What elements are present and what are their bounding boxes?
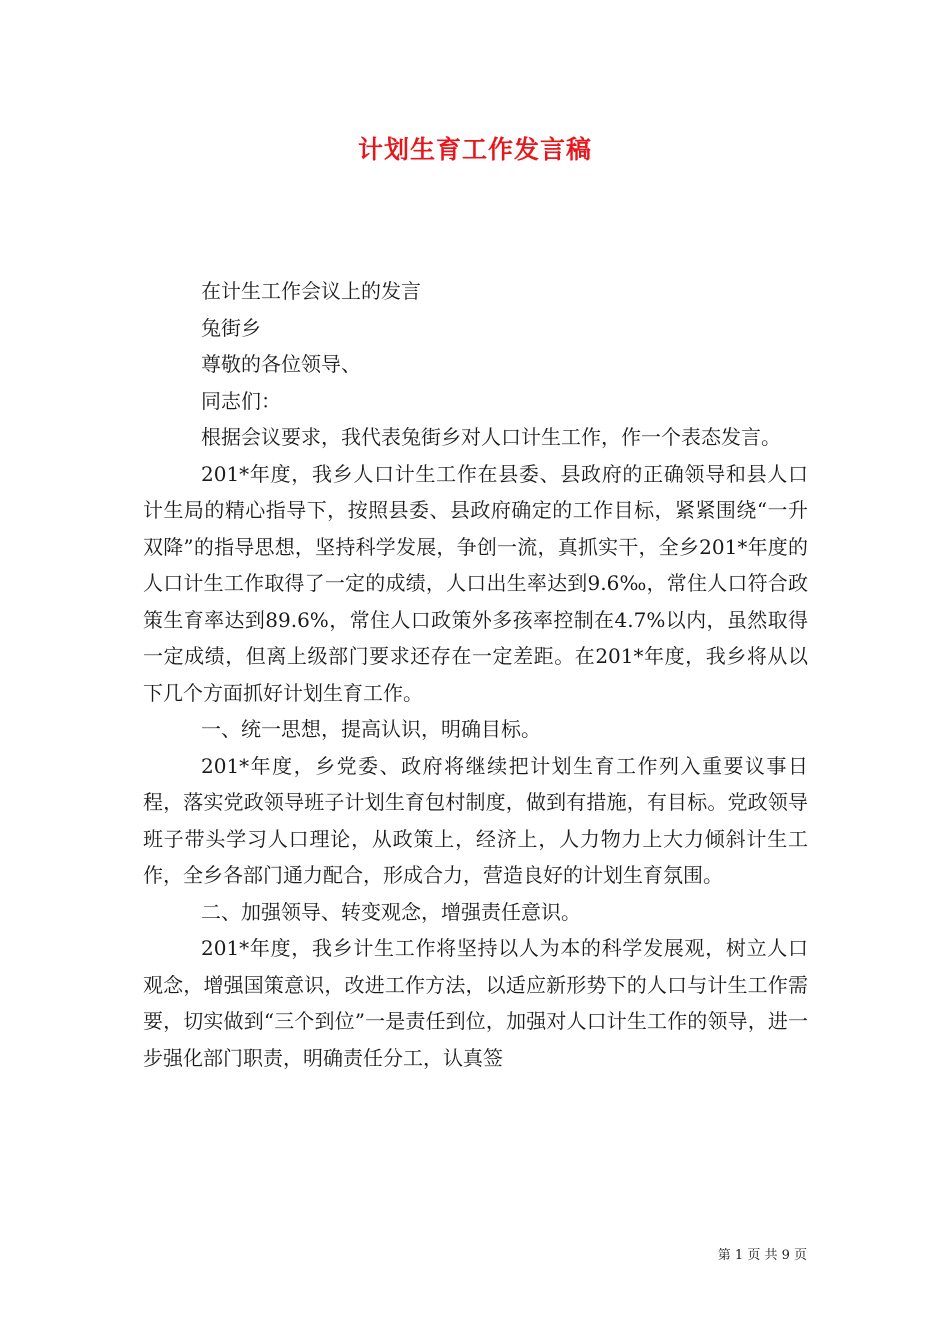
document-body bbox=[143, 273, 808, 1076]
document-title: 计划生育工作发言稿 bbox=[357, 135, 592, 164]
paragraph-section-2: 201*年度，我乡计生工作将坚持以人为本的科学发展观，树立人口观念，增强国策意识，改进工作方法，以适应新形势下的人口与计生工作需要，切实做到“三个到位”一是责任到位，加强对人口计生工作的领导，进一步强化部门职责，明确责任分工，认真签 bbox=[143, 936, 808, 1070]
section-heading-1: 一、统一思想，提高认识，明确目标。 bbox=[201, 717, 541, 741]
paragraph-annual-review: 201*年度，我乡人口计生工作在县委、县政府的正确领导和县人口计生局的精心指导下，按照县委、县政府确定的工作目标，紧紧围绕“一升双降”的指导思想，坚持科学发展，争创一流，真抓实干，全乡201*年度的人口计生工作取得了一定的成绩，人口出生率达到9.6‰，常住人口符合政策生育率达到89.6%，常住人口政策外多孩率控制在4.7%以内，虽然取得一定成绩，但离上级部门要求还存在一定差距。在201*年度，我乡将从以下几个方面抓好计划生育工作。 bbox=[143, 461, 808, 705]
paragraph-section-1: 201*年度，乡党委、政府将继续把计划生育工作列入重要议事日程，落实党政领导班子计划生育包村制度，做到有措施，有目标。党政领导班子带头学习人口理论，从政策上，经济上，人力物力上大力倾斜计生工作，全乡各部门通力配合，形成合力，营造良好的计划生育氛围。 bbox=[143, 753, 808, 887]
paragraph-opening: 根据会议要求，我代表兔街乡对人口计生工作，作一个表态发言。 bbox=[201, 425, 781, 449]
salutation-line-2: 同志们： bbox=[201, 388, 281, 413]
speech-heading: 在计生工作会议上的发言 bbox=[201, 279, 421, 303]
salutation-line-1: 尊敬的各位领导、 bbox=[201, 352, 361, 376]
page-number-footer: 第 1 页 共 9 页 bbox=[717, 1248, 807, 1263]
section-heading-2: 二、加强领导、转变观念，增强责任意识。 bbox=[201, 899, 581, 924]
speaker-township: 兔街乡 bbox=[201, 315, 261, 340]
